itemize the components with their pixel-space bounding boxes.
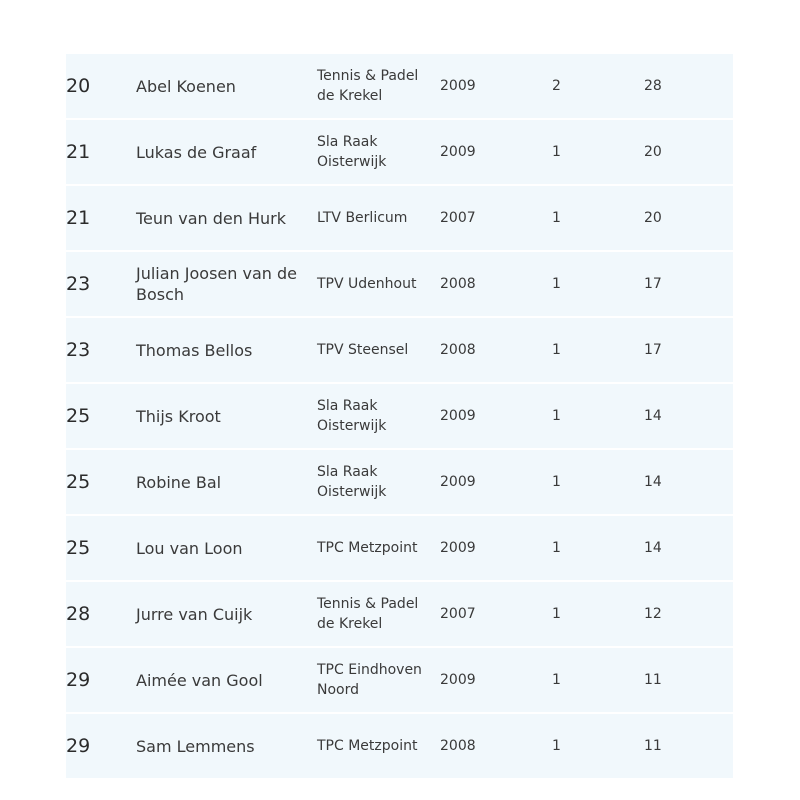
points-cell: 20	[644, 186, 733, 252]
player-name-cell: Sam Lemmens	[136, 714, 317, 780]
club-cell: TPC Metzpoint	[317, 516, 440, 582]
ranking-table	[66, 54, 733, 780]
club-cell: TPV Steensel	[317, 318, 440, 384]
club-cell: TPC Metzpoint	[317, 714, 440, 780]
tournament-count-cell: 2	[552, 54, 644, 120]
ranking-table-container	[66, 54, 733, 780]
points-cell: 28	[644, 54, 733, 120]
player-name-cell: Julian Joosen van de Bosch	[136, 252, 317, 318]
tournament-count-cell: 1	[552, 318, 644, 384]
points-cell: 14	[644, 384, 733, 450]
table-row	[66, 450, 733, 516]
club-cell: LTV Berlicum	[317, 186, 440, 252]
player-name-cell: Thijs Kroot	[136, 384, 317, 450]
rank-cell: 29	[66, 648, 136, 714]
birth-year-cell: 2009	[440, 648, 552, 714]
club-cell: Sla Raak Oisterwijk	[317, 450, 440, 516]
table-row	[66, 516, 733, 582]
tournament-count-cell: 1	[552, 120, 644, 186]
table-row	[66, 582, 733, 648]
rank-cell: 25	[66, 516, 136, 582]
points-cell: 11	[644, 648, 733, 714]
rank-cell: 20	[66, 54, 136, 120]
club-cell: Tennis & Padel de Krekel	[317, 582, 440, 648]
birth-year-cell: 2008	[440, 318, 552, 384]
birth-year-cell: 2009	[440, 384, 552, 450]
tournament-count-cell: 1	[552, 384, 644, 450]
points-cell: 12	[644, 582, 733, 648]
ranking-table-body	[66, 54, 733, 780]
table-row	[66, 54, 733, 120]
club-cell: TPV Udenhout	[317, 252, 440, 318]
rank-cell: 21	[66, 186, 136, 252]
club-cell: TPC Eindhoven Noord	[317, 648, 440, 714]
table-row	[66, 186, 733, 252]
tournament-count-cell: 1	[552, 252, 644, 318]
birth-year-cell: 2008	[440, 252, 552, 318]
club-cell: Sla Raak Oisterwijk	[317, 384, 440, 450]
tournament-count-cell: 1	[552, 648, 644, 714]
tournament-count-cell: 1	[552, 516, 644, 582]
birth-year-cell: 2009	[440, 516, 552, 582]
birth-year-cell: 2007	[440, 582, 552, 648]
rank-cell: 28	[66, 582, 136, 648]
player-name-cell: Teun van den Hurk	[136, 186, 317, 252]
club-cell: Tennis & Padel de Krekel	[317, 54, 440, 120]
birth-year-cell: 2009	[440, 120, 552, 186]
birth-year-cell: 2009	[440, 54, 552, 120]
tournament-count-cell: 1	[552, 582, 644, 648]
points-cell: 14	[644, 516, 733, 582]
player-name-cell: Thomas Bellos	[136, 318, 317, 384]
tournament-count-cell: 1	[552, 186, 644, 252]
points-cell: 17	[644, 252, 733, 318]
rank-cell: 21	[66, 120, 136, 186]
birth-year-cell: 2007	[440, 186, 552, 252]
birth-year-cell: 2009	[440, 450, 552, 516]
points-cell: 11	[644, 714, 733, 780]
table-row	[66, 120, 733, 186]
tournament-count-cell: 1	[552, 450, 644, 516]
club-cell: Sla Raak Oisterwijk	[317, 120, 440, 186]
table-row	[66, 648, 733, 714]
table-row	[66, 252, 733, 318]
points-cell: 20	[644, 120, 733, 186]
table-row	[66, 714, 733, 780]
player-name-cell: Lou van Loon	[136, 516, 317, 582]
rank-cell: 29	[66, 714, 136, 780]
player-name-cell: Abel Koenen	[136, 54, 317, 120]
rank-cell: 23	[66, 252, 136, 318]
points-cell: 14	[644, 450, 733, 516]
player-name-cell: Aimée van Gool	[136, 648, 317, 714]
player-name-cell: Lukas de Graaf	[136, 120, 317, 186]
points-cell: 17	[644, 318, 733, 384]
birth-year-cell: 2008	[440, 714, 552, 780]
rank-cell: 25	[66, 384, 136, 450]
tournament-count-cell: 1	[552, 714, 644, 780]
table-row	[66, 384, 733, 450]
rank-cell: 23	[66, 318, 136, 384]
table-row	[66, 318, 733, 384]
player-name-cell: Jurre van Cuijk	[136, 582, 317, 648]
rank-cell: 25	[66, 450, 136, 516]
player-name-cell: Robine Bal	[136, 450, 317, 516]
